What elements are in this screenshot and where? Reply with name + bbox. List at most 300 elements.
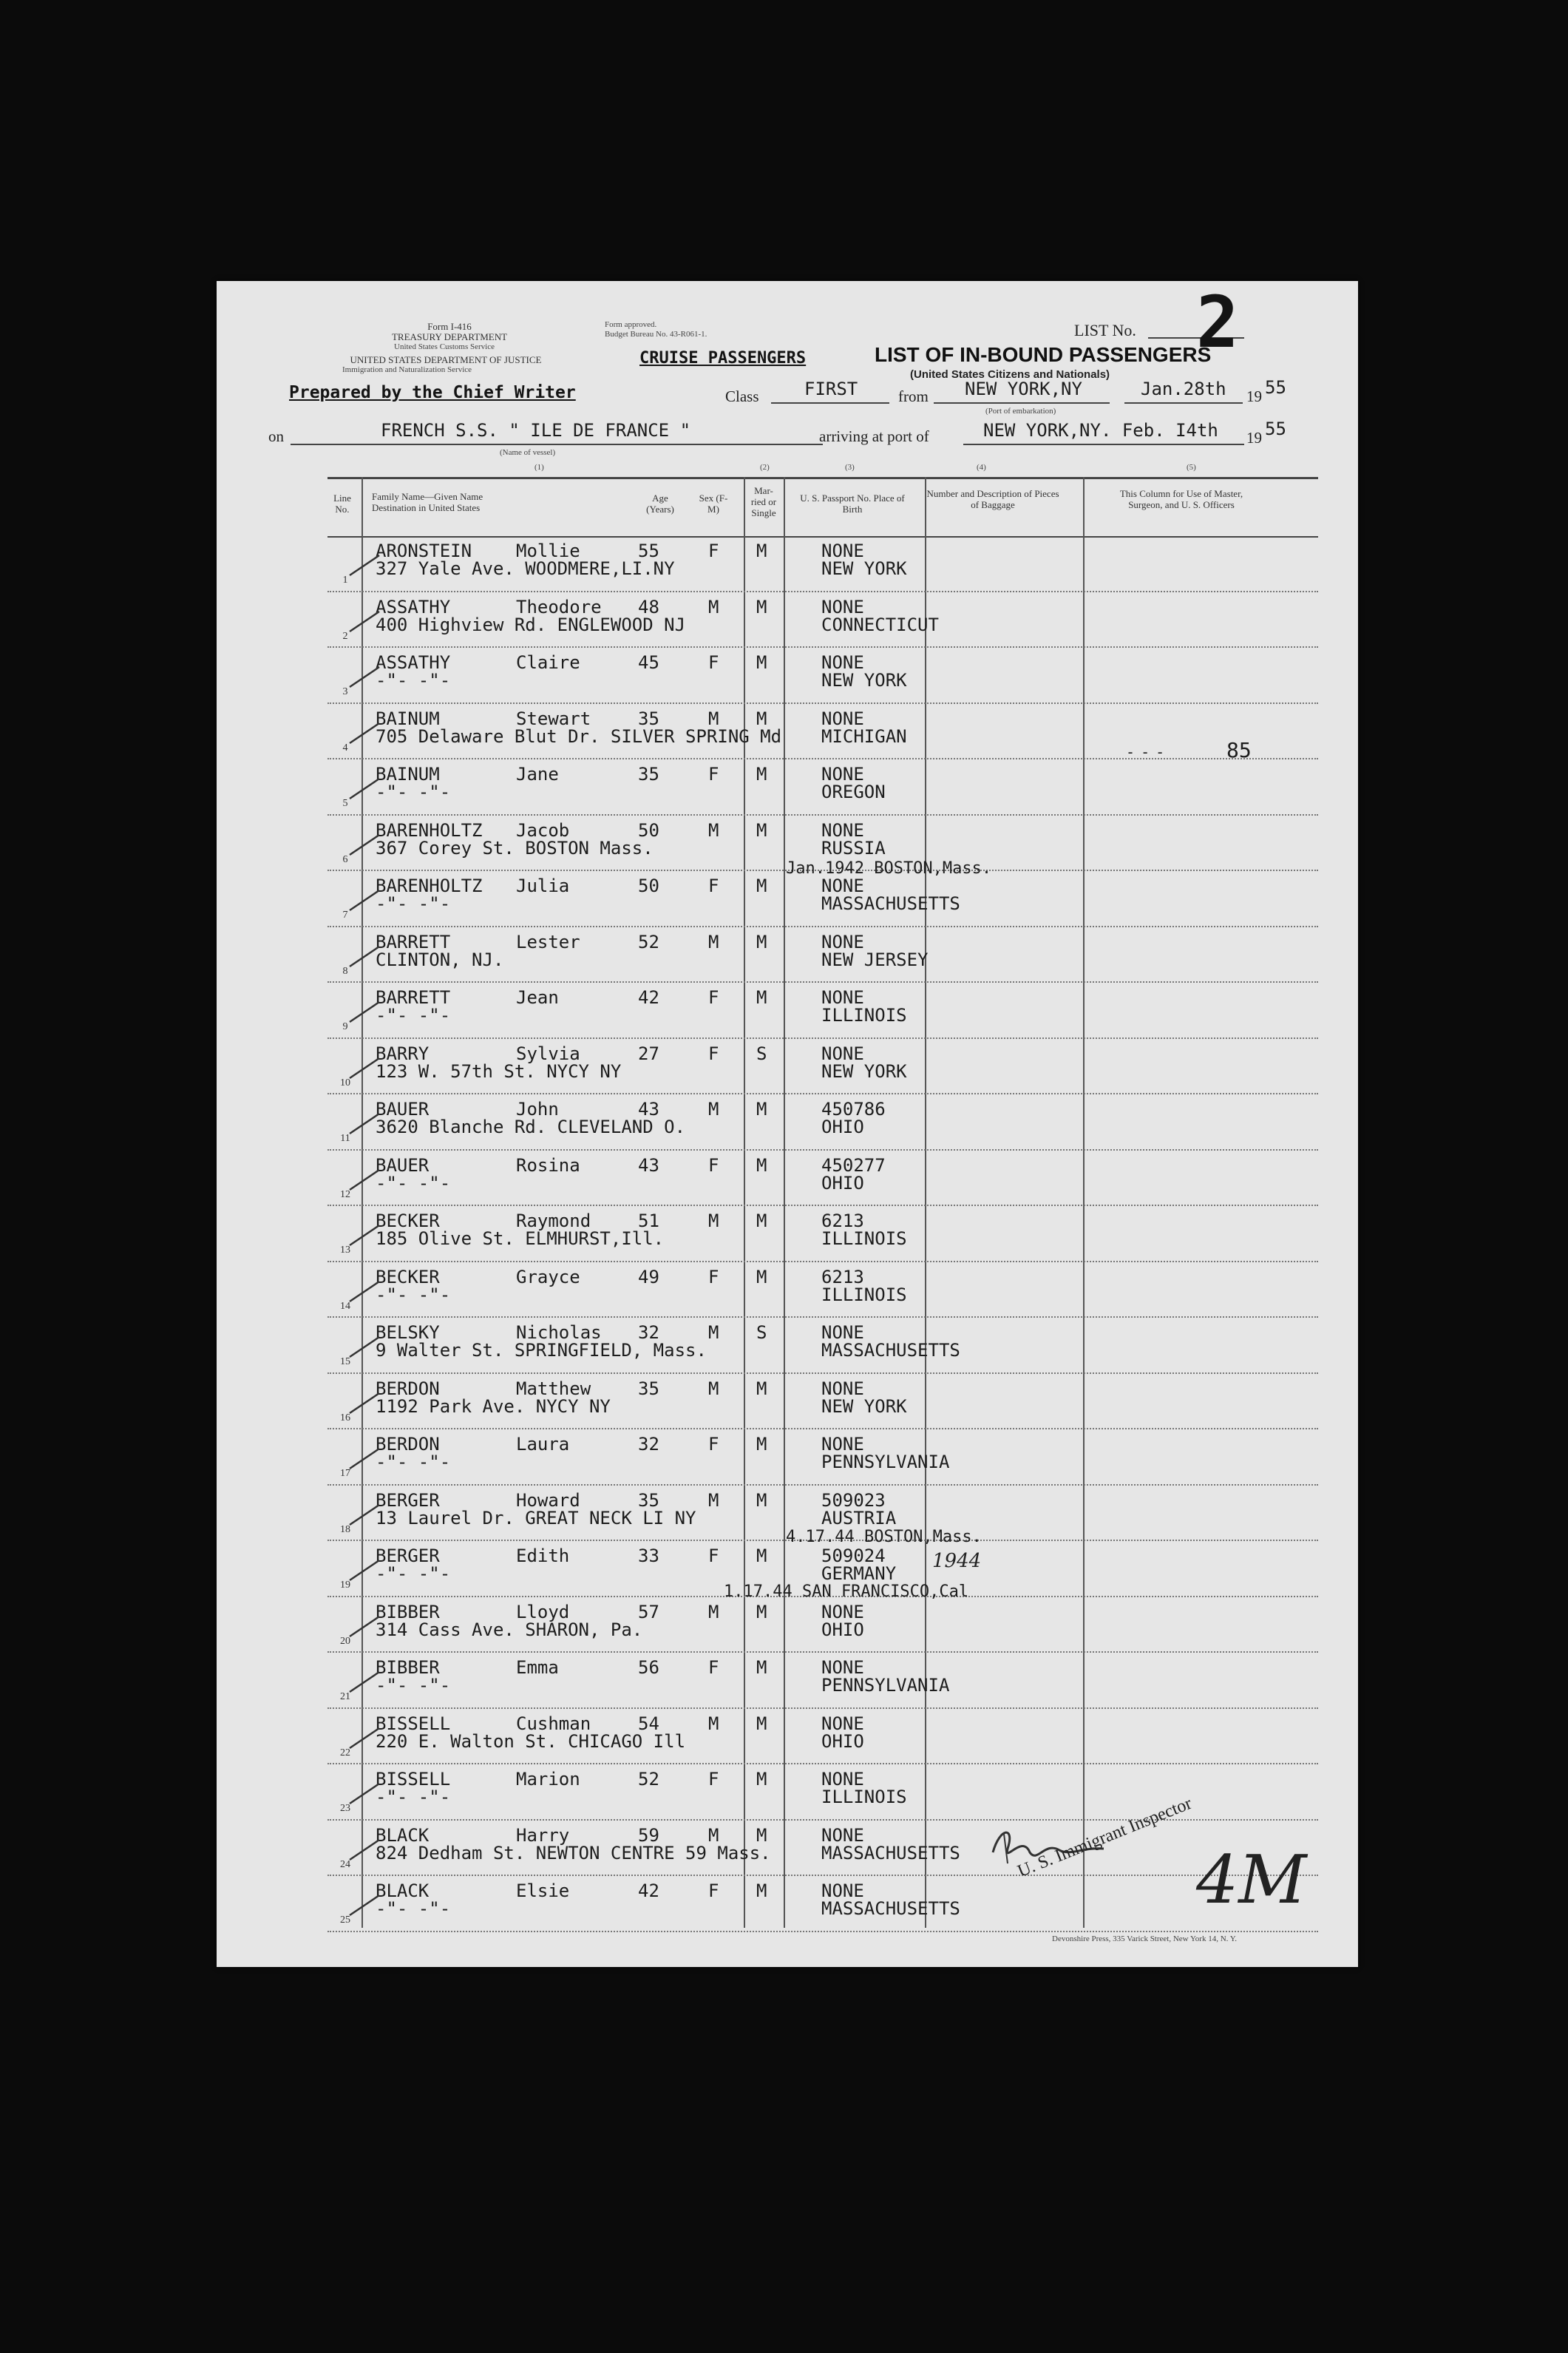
list-subtitle: (United States Citizens and Nationals) <box>910 368 1110 381</box>
handwritten-page-mark: 4M <box>1196 1841 1307 1919</box>
marital-status: M <box>756 1266 767 1287</box>
given-name: Julia <box>516 876 570 896</box>
on-label: on <box>268 427 284 445</box>
header-sex: Sex (F-M) <box>699 492 728 515</box>
age: 35 <box>638 764 659 785</box>
place-of-birth: NEW YORK <box>821 670 907 691</box>
age: 50 <box>638 876 659 896</box>
age: 52 <box>638 1769 659 1790</box>
given-name: Harry <box>516 1824 570 1846</box>
given-name: Grayce <box>516 1266 580 1287</box>
place-of-birth: CONNECTICUT <box>821 614 939 635</box>
family-name: BISSELL <box>376 1769 451 1790</box>
list-number: 2 <box>1196 281 1239 364</box>
line-number: 20 <box>340 1635 350 1647</box>
given-name: Stewart <box>516 708 591 729</box>
given-name: Lester <box>516 931 580 952</box>
header-line-no: Line No. <box>333 492 351 515</box>
check-mark-icon <box>346 1108 390 1137</box>
place-of-birth: OHIO <box>821 1730 864 1752</box>
family-name: BAINUM <box>376 764 440 785</box>
passport-number: NONE <box>821 1434 864 1455</box>
sex: M <box>708 1211 719 1231</box>
place-of-birth: NEW YORK <box>821 1395 907 1417</box>
header-baggage: Number and Description of Pieces of Baggage <box>926 488 1059 510</box>
destination-address: -"- -"- <box>376 893 451 914</box>
passport-number: 6213 <box>821 1266 864 1287</box>
table-row <box>217 759 1358 816</box>
column-number: (1) <box>534 463 544 472</box>
line-number: 6 <box>342 853 348 865</box>
check-mark-icon <box>346 606 390 635</box>
form-number: Form I-416 <box>427 321 472 332</box>
line-number: 10 <box>340 1077 350 1089</box>
line-number: 4 <box>342 742 348 754</box>
form-approved: Form approved. <box>605 320 657 329</box>
line-number: 21 <box>340 1691 350 1702</box>
given-name: Rosina <box>516 1154 580 1176</box>
passport-number: NONE <box>821 541 864 561</box>
passport-number: NONE <box>821 1601 864 1622</box>
given-name: John <box>516 1099 559 1120</box>
age: 51 <box>638 1211 659 1231</box>
destination-address: -"- -"- <box>376 1452 451 1472</box>
manifest-sheet: Form I-416 TREASURY DEPARTMENT United States Customs Service UNITED STATES DEPARTMENT OF JUSTICE Immigration and Naturalization Service Form approved. Budget Bureau No. 43-R061-1. CRUISE PASSENGERS LIST No. 2 LIST OF IN-BOUND PASSENGERS (United States Citizens and Nationals) Prepared by the Chief Writer Class FIRST from NEW YORK,NY (Port of embarkation) Jan.28th 19 55 on FRENCH S.S. " ILE DE FRANCE " (Name of vessel) arriving at port of NEW YORK,NY. Feb. I4th 19 55 (1) (2) (3) (4) (5) Line No. Family Name—Given Name Destination in United States Age (Years) Sex (F-M) Mar-ried or Single U. S. Passport No. Place of Birth Number and Description of Pieces of Baggage This Column for Use of Master, Surgeon, and U. S. Officers 1 ARONSTEIN Mollie 55 F M 327 Yale Ave. WOODMERE,LI.NY NONE NEW YORK 2 ASSATHY Theodore 48 M M 400 Highview Rd. ENGLEWOOD NJ NONE CONNECTICUT 3 ASSATHY Claire 45 F M -"- -"- NONE NEW YORK 4 BAINUM Stewart 35 M M 705 Delaware Blut Dr. SILVER SPRING Md NONE MICHIGAN 5 BAINUM Jane 35 F M -"- -"- NONE OREGON 6 BARENHOLTZ Jacob 50 M M 367 Corey St. BOSTON Mass. NONE RUSSIA 7 BARENHOLTZ Julia 50 F M -"- -"- NONE MASSACHUSETTS 8 BARRETT Lester 52 M M CLINTON, NJ. NONE NEW JERSEY 9 BARRETT Jean 42 F M -"- -"- NONE ILLINOIS 10 BARRY Sylvia 27 F S 123 W. 57th St. NYCY NY NONE NEW YORK 11 BAUER John 43 M M 3620 Blanche Rd. CLEVELAND O. 450786 OHIO 12 BAUER Rosina 43 F M -"- -"- 450277 OHIO 13 BECKER Raymond 51 M M 185 Olive St. ELMHURST,Ill. 6213 ILLINOIS 14 BECKER Grayce 49 F M -"- -"- 6213 ILLINOIS 15 BELSKY Nicholas 32 M S 9 Walter St. SPRINGFIELD, Mass. NONE MASSACHUSETTS 16 BERDON Matthew 35 M M 1192 Park Ave. NYCY NY NONE NEW YORK 17 BERDON Laura 32 F M -"- -"- NONE PENNSYLVANIA 18 BERGER Howard 35 M M 13 Laurel Dr. GREAT NECK LI NY 509023 AUSTRIA 19 BERGER Edith 33 F M -"- -"- 509024 GERMANY 20 BIBBER Lloyd 57 M M 314 Cass Ave. SHARON, Pa. NONE OHIO 21 BIBBER Emma 56 F M -"- -"- NONE PENNSYLVANIA 22 BISSELL Cushman 54 M M 220 E. Walton St. CHICAGO Ill NONE OHIO 23 BISSELL Marion 52 F M -"- -"- NONE ILLINOIS 24 BLACK Harry 59 M M 824 Dedham St. NEWTON CENTRE 59 Mass. NONE MASSACHUSETTS 25 BLACK Elsie 42 F M -"- -"- NONE MASSACHUSETTS Jan.1942 BOSTON,Mass. 4.17.44 BOSTON,Mass. 1.17.44 SAN FRANCISCO,Cal 1944 85 - - - U. S. Immigrant Inspector 4M Devonshire Press, 335 Varick Street, New York 14, N. Y. <box>217 281 1358 1967</box>
family-name: BAUER <box>376 1154 430 1176</box>
family-name: BARRY <box>376 1043 430 1064</box>
passport-number: NONE <box>821 987 864 1008</box>
passport-number: NONE <box>821 652 864 673</box>
given-name: Edith <box>516 1545 570 1566</box>
given-name: Jean <box>516 987 559 1008</box>
handwritten-year: 1944 <box>932 1550 982 1572</box>
place-of-birth: NEW JERSEY <box>821 949 929 970</box>
departure-date: Jan.28th <box>1141 379 1226 399</box>
sex: F <box>708 1769 719 1790</box>
destination-address: -"- -"- <box>376 1005 451 1026</box>
place-of-birth: PENNSYLVANIA <box>821 1452 950 1472</box>
check-mark-icon <box>346 1443 390 1472</box>
budget-bureau: Budget Bureau No. 43-R061-1. <box>605 330 707 339</box>
prepared-by: Prepared by the Chief Writer <box>289 383 576 402</box>
check-mark-icon <box>346 996 390 1026</box>
place-of-birth: MICHIGAN <box>821 725 907 747</box>
sex: M <box>708 819 719 841</box>
line-number: 17 <box>340 1468 350 1479</box>
age: 59 <box>638 1824 659 1846</box>
family-name: BERDON <box>376 1434 440 1455</box>
age: 57 <box>638 1601 659 1622</box>
destination-address: -"- -"- <box>376 782 451 802</box>
given-name: Claire <box>516 652 580 673</box>
table-top-rule <box>327 477 1318 479</box>
given-name: Jacob <box>516 819 570 841</box>
check-mark-icon <box>346 1164 390 1194</box>
destination-address: -"- -"- <box>376 1675 451 1696</box>
naturalization-note: 1.17.44 SAN FRANCISCO,Cal <box>724 1582 969 1601</box>
check-mark-icon <box>346 1611 390 1640</box>
age: 48 <box>638 596 659 617</box>
sex: F <box>708 987 719 1008</box>
table-row <box>217 1094 1358 1151</box>
place-of-birth: OREGON <box>821 782 886 802</box>
passport-number: NONE <box>821 1043 864 1064</box>
given-name: Howard <box>516 1489 580 1511</box>
table-row <box>217 871 1358 927</box>
given-name: Mollie <box>516 541 580 561</box>
marital-status: M <box>756 1099 767 1120</box>
passport-number: 6213 <box>821 1211 864 1231</box>
header-married: Mar-ried or Single <box>750 485 777 518</box>
sex: M <box>708 1601 719 1622</box>
passport-number: NONE <box>821 876 864 896</box>
age: 33 <box>638 1545 659 1566</box>
marital-status: M <box>756 1434 767 1455</box>
table-row <box>217 1039 1358 1095</box>
place-of-birth: OHIO <box>821 1172 864 1194</box>
passport-number: NONE <box>821 708 864 729</box>
place-of-birth: ILLINOIS <box>821 1228 907 1249</box>
family-name: BIBBER <box>376 1601 440 1622</box>
table-row <box>217 1374 1358 1430</box>
cruise-label: CRUISE PASSENGERS <box>639 349 807 368</box>
marital-status: M <box>756 1545 767 1566</box>
age: 42 <box>638 1880 659 1901</box>
passport-number: 509023 <box>821 1489 886 1511</box>
printer-credit: Devonshire Press, 335 Varick Street, New York 14, N. Y. <box>1052 1934 1238 1943</box>
family-name: ARONSTEIN <box>376 541 472 561</box>
age: 50 <box>638 819 659 841</box>
line-number: 16 <box>340 1412 350 1423</box>
sex: F <box>708 541 719 561</box>
ins-label: Immigration and Naturalization Service <box>342 365 472 374</box>
given-name: Sylvia <box>516 1043 580 1064</box>
marital-status: M <box>756 1211 767 1231</box>
marital-status: S <box>756 1043 767 1064</box>
naturalization-note: 4.17.44 BOSTON,Mass. <box>786 1528 982 1546</box>
age: 35 <box>638 708 659 729</box>
passport-number: NONE <box>821 596 864 617</box>
marital-status: M <box>756 1824 767 1846</box>
sex: F <box>708 1266 719 1287</box>
sex: F <box>708 876 719 896</box>
family-name: BECKER <box>376 1266 440 1287</box>
line-number: 2 <box>342 630 348 642</box>
marital-status: M <box>756 596 767 617</box>
passport-number: NONE <box>821 1322 864 1343</box>
marital-status: M <box>756 819 767 841</box>
from-port: NEW YORK,NY <box>965 379 1082 399</box>
check-mark-icon <box>346 661 390 691</box>
marital-status: M <box>756 931 767 952</box>
age: 55 <box>638 541 659 561</box>
destination-address: 3620 Blanche Rd. CLEVELAND O. <box>376 1117 686 1137</box>
line-number: 18 <box>340 1523 350 1535</box>
destination-address: 220 E. Walton St. CHICAGO Ill <box>376 1730 686 1752</box>
destination-address: 705 Delaware Blut Dr. SILVER SPRING Md <box>376 725 782 747</box>
check-mark-icon <box>346 1276 390 1305</box>
line-number: 3 <box>342 686 348 697</box>
place-of-birth: MASSACHUSETTS <box>821 1340 960 1361</box>
marital-status: M <box>756 1154 767 1176</box>
sex: F <box>708 1880 719 1901</box>
line-number: 13 <box>340 1245 350 1256</box>
sex: M <box>708 1824 719 1846</box>
line-number: 8 <box>342 965 348 977</box>
departure-year: 55 <box>1265 377 1286 398</box>
header-passport: U. S. Passport No. Place of Birth <box>800 492 905 515</box>
sex: M <box>708 1322 719 1343</box>
place-of-birth: NEW YORK <box>821 558 907 579</box>
age: 32 <box>638 1434 659 1455</box>
check-mark-icon <box>346 1554 390 1584</box>
line-number: 25 <box>340 1914 350 1926</box>
family-name: BELSKY <box>376 1322 440 1343</box>
check-mark-icon <box>346 884 390 914</box>
passport-number: NONE <box>821 1880 864 1901</box>
vessel-note: (Name of vessel) <box>500 448 556 457</box>
destination-address: 123 W. 57th St. NYCY NY <box>376 1060 622 1082</box>
line-number: 11 <box>340 1133 350 1144</box>
table-row <box>217 592 1358 649</box>
family-name: ASSATHY <box>376 596 451 617</box>
check-mark-icon <box>346 1834 390 1863</box>
place-of-birth: OHIO <box>821 1117 864 1137</box>
sex: M <box>708 1099 719 1120</box>
column-number: (4) <box>977 463 986 472</box>
table-row <box>217 704 1358 760</box>
marital-status: M <box>756 1880 767 1901</box>
given-name: Marion <box>516 1769 580 1790</box>
given-name: Nicholas <box>516 1322 602 1343</box>
line-number: 22 <box>340 1747 350 1758</box>
place-of-birth: ILLINOIS <box>821 1787 907 1807</box>
passport-number: NONE <box>821 819 864 841</box>
family-name: BLACK <box>376 1880 430 1901</box>
passport-number: NONE <box>821 1378 864 1399</box>
place-of-birth: AUSTRIA <box>821 1507 897 1528</box>
header-officers: This Column for Use of Master, Surgeon, and U. S. Officers <box>1119 488 1243 510</box>
check-mark-icon <box>346 1331 390 1361</box>
destination-address: 9 Walter St. SPRINGFIELD, Mass. <box>376 1340 707 1361</box>
line-number: 9 <box>342 1021 348 1032</box>
given-name: Elsie <box>516 1880 570 1901</box>
destination-address: CLINTON, NJ. <box>376 949 504 970</box>
destination-address: -"- -"- <box>376 1284 451 1305</box>
line-number: 15 <box>340 1356 350 1367</box>
family-name: BARENHOLTZ <box>376 819 483 841</box>
sex: M <box>708 1489 719 1511</box>
marital-status: M <box>756 1489 767 1511</box>
line-number: 24 <box>340 1858 350 1870</box>
table-row <box>217 1318 1358 1374</box>
family-name: BARRETT <box>376 931 451 952</box>
port-embarkation-note: (Port of embarkation) <box>985 407 1056 416</box>
check-mark-icon <box>346 1387 390 1417</box>
destination-address: 327 Yale Ave. WOODMERE,LI.NY <box>376 558 675 579</box>
destination-address: 400 Highview Rd. ENGLEWOOD NJ <box>376 614 686 635</box>
table-row <box>217 927 1358 983</box>
family-name: BAUER <box>376 1099 430 1120</box>
sex: F <box>708 1545 719 1566</box>
age: 35 <box>638 1489 659 1511</box>
sex: F <box>708 1043 719 1064</box>
family-name: BERGER <box>376 1489 440 1511</box>
marital-status: M <box>756 876 767 896</box>
line-number: 1 <box>342 575 348 586</box>
given-name: Cushman <box>516 1713 591 1734</box>
marital-status: M <box>756 652 767 673</box>
destination-address: 314 Cass Ave. SHARON, Pa. <box>376 1619 643 1640</box>
destination-address: -"- -"- <box>376 1787 451 1807</box>
check-mark-icon <box>346 549 390 579</box>
marital-status: M <box>756 1657 767 1678</box>
check-mark-icon <box>346 1219 390 1249</box>
line-number: 14 <box>340 1300 350 1312</box>
given-name: Lloyd <box>516 1601 570 1622</box>
table-row <box>217 1709 1358 1765</box>
passport-number: NONE <box>821 1657 864 1678</box>
destination-address: -"- -"- <box>376 1898 451 1919</box>
marital-status: M <box>756 541 767 561</box>
family-name: BISSELL <box>376 1713 451 1734</box>
marital-status: S <box>756 1322 767 1343</box>
year-prefix: 19 <box>1246 429 1262 447</box>
sex: F <box>708 652 719 673</box>
table-row <box>217 1429 1358 1486</box>
sex: F <box>708 1657 719 1678</box>
given-name: Theodore <box>516 596 602 617</box>
destination-address: -"- -"- <box>376 1172 451 1194</box>
vessel-name: FRENCH S.S. " ILE DE FRANCE " <box>381 420 691 441</box>
place-of-birth: NEW YORK <box>821 1060 907 1082</box>
family-name: BIBBER <box>376 1657 440 1678</box>
destination-address: 13 Laurel Dr. GREAT NECK LI NY <box>376 1507 696 1528</box>
passport-number: NONE <box>821 1713 864 1734</box>
place-of-birth: GERMANY <box>821 1563 897 1584</box>
table-row <box>217 536 1358 592</box>
passport-number: NONE <box>821 1824 864 1846</box>
given-name: Matthew <box>516 1378 591 1399</box>
destination-address: 367 Corey St. BOSTON Mass. <box>376 837 654 859</box>
passport-number: 450277 <box>821 1154 886 1176</box>
family-name: BECKER <box>376 1211 440 1231</box>
family-name: ASSATHY <box>376 652 451 673</box>
list-no-label: LIST No. <box>1074 321 1136 339</box>
marital-status: M <box>756 987 767 1008</box>
passport-number: 450786 <box>821 1099 886 1120</box>
age: 52 <box>638 931 659 952</box>
check-mark-icon <box>346 773 390 802</box>
given-name: Emma <box>516 1657 559 1678</box>
sex: M <box>708 708 719 729</box>
table-row <box>217 1653 1358 1709</box>
justice-label: UNITED STATES DEPARTMENT OF JUSTICE <box>350 354 542 365</box>
check-mark-icon <box>346 1722 390 1752</box>
place-of-birth: MASSACHUSETTS <box>821 893 960 914</box>
arrival-port: NEW YORK,NY. Feb. I4th <box>983 420 1218 441</box>
check-mark-icon <box>346 1666 390 1696</box>
table-row <box>217 1821 1358 1877</box>
age: 27 <box>638 1043 659 1064</box>
check-mark-icon <box>346 717 390 747</box>
table-row <box>217 648 1358 704</box>
naturalization-note: Jan.1942 BOSTON,Mass. <box>786 859 992 878</box>
header-age: Age (Years) <box>646 492 674 515</box>
table-row <box>217 1262 1358 1318</box>
table-row <box>217 1151 1358 1207</box>
marital-status: M <box>756 764 767 785</box>
place-of-birth: OHIO <box>821 1619 864 1640</box>
destination-address: 1192 Park Ave. NYCY NY <box>376 1395 611 1417</box>
sex: M <box>708 931 719 952</box>
family-name: BLACK <box>376 1824 430 1846</box>
age: 43 <box>638 1099 659 1120</box>
column-number: (3) <box>845 463 855 472</box>
place-of-birth: PENNSYLVANIA <box>821 1675 950 1696</box>
passport-number: NONE <box>821 931 864 952</box>
check-mark-icon <box>346 941 390 970</box>
table-row <box>217 983 1358 1039</box>
sex: M <box>708 1378 719 1399</box>
age: 35 <box>638 1378 659 1399</box>
place-of-birth: MASSACHUSETTS <box>821 1842 960 1863</box>
table-row <box>217 1597 1358 1653</box>
column-number: (5) <box>1187 463 1196 472</box>
family-name: BAINUM <box>376 708 440 729</box>
class-label: Class <box>725 387 759 405</box>
place-of-birth: ILLINOIS <box>821 1284 907 1305</box>
destination-address: -"- -"- <box>376 1563 451 1584</box>
sex: F <box>708 764 719 785</box>
passport-number: NONE <box>821 764 864 785</box>
family-name: BERDON <box>376 1378 440 1399</box>
inspector-stamp: U. S. Immigrant Inspector <box>1015 1793 1195 1882</box>
arrival-year: 55 <box>1265 419 1286 439</box>
passport-number: 509024 <box>821 1545 886 1566</box>
marital-status: M <box>756 1601 767 1622</box>
place-of-birth: ILLINOIS <box>821 1005 907 1026</box>
line-number: 23 <box>340 1803 350 1814</box>
line-number: 19 <box>340 1580 350 1591</box>
sex: F <box>708 1154 719 1176</box>
marital-status: M <box>756 708 767 729</box>
age: 49 <box>638 1266 659 1287</box>
table-row <box>217 1206 1358 1262</box>
destination-address: 824 Dedham St. NEWTON CENTRE 59 Mass. <box>376 1842 771 1863</box>
given-name: Jane <box>516 764 559 785</box>
marital-status: M <box>756 1713 767 1734</box>
check-mark-icon <box>346 1778 390 1807</box>
passport-number: NONE <box>821 1769 864 1790</box>
column-number: (2) <box>760 463 770 472</box>
treasury-label: TREASURY DEPARTMENT <box>391 331 508 342</box>
customs-label: United States Customs Service <box>394 342 495 351</box>
line-number: 5 <box>342 798 348 809</box>
check-mark-icon <box>346 1052 390 1082</box>
line-number: 12 <box>340 1188 350 1200</box>
check-mark-icon <box>346 1499 390 1528</box>
age: 42 <box>638 987 659 1008</box>
officer-mark: 85 <box>1226 738 1252 762</box>
table-row <box>217 1876 1358 1932</box>
marital-status: M <box>756 1378 767 1399</box>
given-name: Laura <box>516 1434 570 1455</box>
header-name: Family Name—Given Name Destination in United States <box>372 491 483 513</box>
sex: M <box>708 596 719 617</box>
year-prefix: 19 <box>1246 387 1262 405</box>
class-value: FIRST <box>804 379 858 399</box>
